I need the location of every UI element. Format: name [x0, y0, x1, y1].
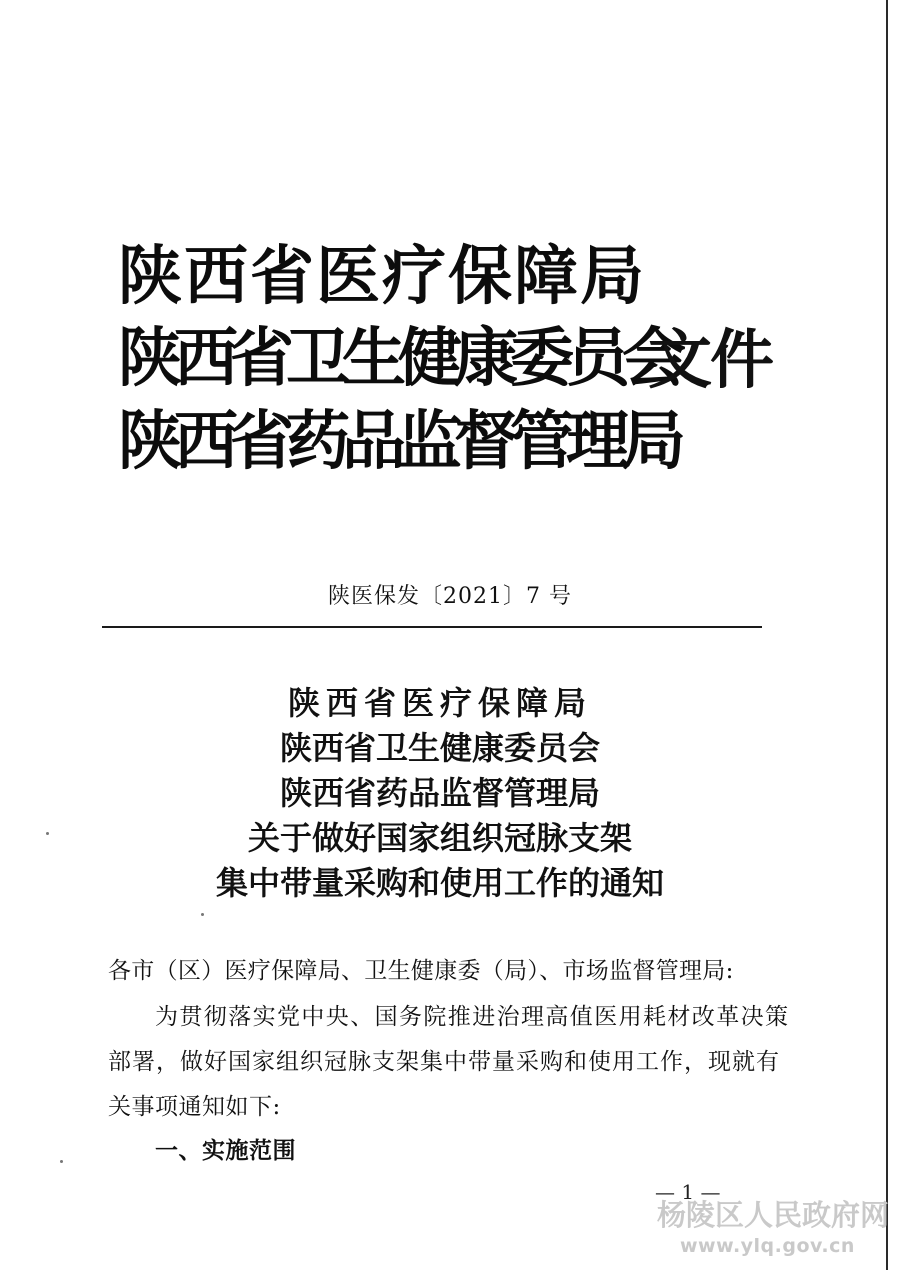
issuer-name: 陕西省医疗保障局 [118, 239, 646, 314]
watermark-url: www.ylq.gov.cn [680, 1235, 855, 1257]
document-type-label: 文件 [648, 323, 772, 398]
document-number: 陕医保发〔2021〕7 号 [328, 584, 572, 609]
title-line: 集中带量采购和使用工作的通知 [215, 864, 664, 902]
paragraph-line: 为贯彻落实党中央、国务院推进治理高值医用耗材改革决策 [155, 1004, 790, 1030]
scan-speck [201, 913, 204, 916]
paragraph-line: 部署，做好国家组织冠脉支架集中带量采购和使用工作，现就有 [108, 1049, 780, 1075]
page-number: — 1 — [655, 1180, 721, 1204]
watermark-site-name: 杨陵区人民政府网 [657, 1198, 890, 1232]
scan-speck [46, 832, 49, 835]
salutation: 各市（区）医疗保障局、卫生健康委（局）、市场监督管理局: [108, 958, 734, 984]
title-line: 关于做好国家组织冠脉支架 [247, 819, 632, 857]
issuer-name: 陕西省卫生健康委员会 [118, 321, 678, 396]
section-heading: 一、实施范围 [155, 1138, 296, 1164]
document-header [118, 239, 778, 479]
paragraph-line: 关事项通知如下: [108, 1094, 281, 1120]
issuer-name: 陕西省药品监督管理局 [118, 404, 678, 479]
header-divider [102, 626, 762, 628]
scan-speck [60, 1160, 63, 1163]
title-line: 陕西省医疗保障局 [287, 684, 592, 722]
title-line: 陕西省药品监督管理局 [279, 774, 600, 812]
scan-page-edge [886, 0, 888, 1270]
title-line: 陕西省卫生健康委员会 [279, 729, 600, 767]
